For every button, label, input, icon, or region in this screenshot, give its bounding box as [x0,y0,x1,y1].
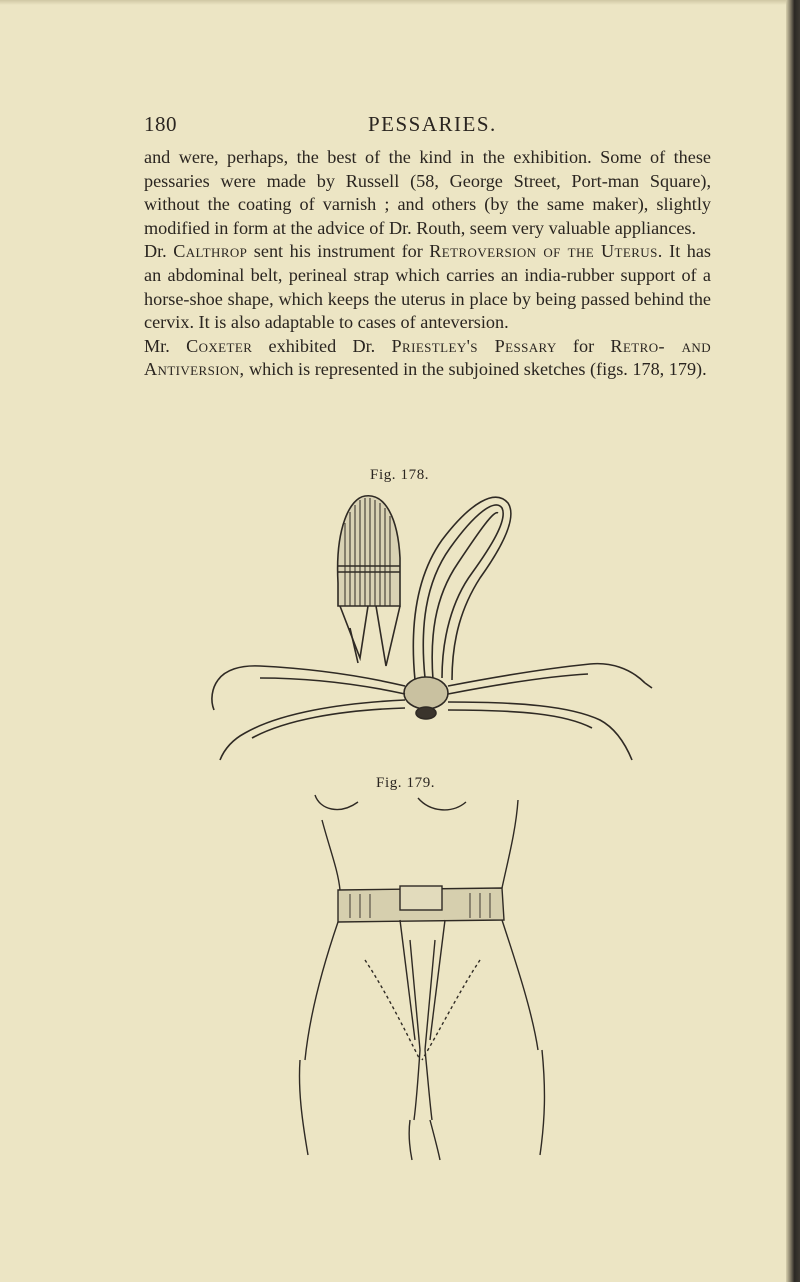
figure-178-caption: Fig. 178. [370,467,430,483]
figure-179-caption: Fig. 179. [376,775,436,791]
p2-lead: Dr. [144,241,174,262]
page-number: 180 [144,112,177,136]
p2-mid: sent his instrument for [247,241,430,262]
figure-179-illustration [270,790,570,1162]
p3-rest: which is represented in the subjoined sketches (figs. 178, 179). [244,359,707,380]
p2-title: Retroversion of the Uterus. [429,241,663,262]
page-top-shadow [0,0,786,5]
p3-name-2: Priestley's Pessary [391,335,557,356]
p3-mid: exhibited Dr. [252,335,392,356]
p3-title: Retro- and Antiversion, [144,335,711,380]
paragraph-2 [144,240,711,334]
p2-name: Calthrop [173,241,248,262]
p3-mid-2: for [556,335,611,356]
running-title: PESSARIES. [368,112,497,136]
figure-178-illustration [190,488,660,770]
running-head [144,112,710,138]
paragraph-1: and were, perhaps, the best of the kind in the exhibition. Some of these pessaries were made by Russell (58, George Street, Port-man Square), without the coating of varnish ; and others (by the same maker), slightly modified in form at the advice of Dr. Routh, seem very valuable appliances. [144,147,711,238]
p2-rest: It has an abdominal belt, perineal strap which carries an india-rubber support of a horse-shoe shape, which keeps the uterus in place by being passed behind the cervix. It is also adaptable to cases of anteversion. [144,241,711,333]
p3-name: Coxeter [186,335,253,356]
book-spine-edge [786,0,800,1282]
paragraph-3 [144,335,711,382]
body-text [144,146,711,382]
p3-lead: Mr. [144,335,187,356]
